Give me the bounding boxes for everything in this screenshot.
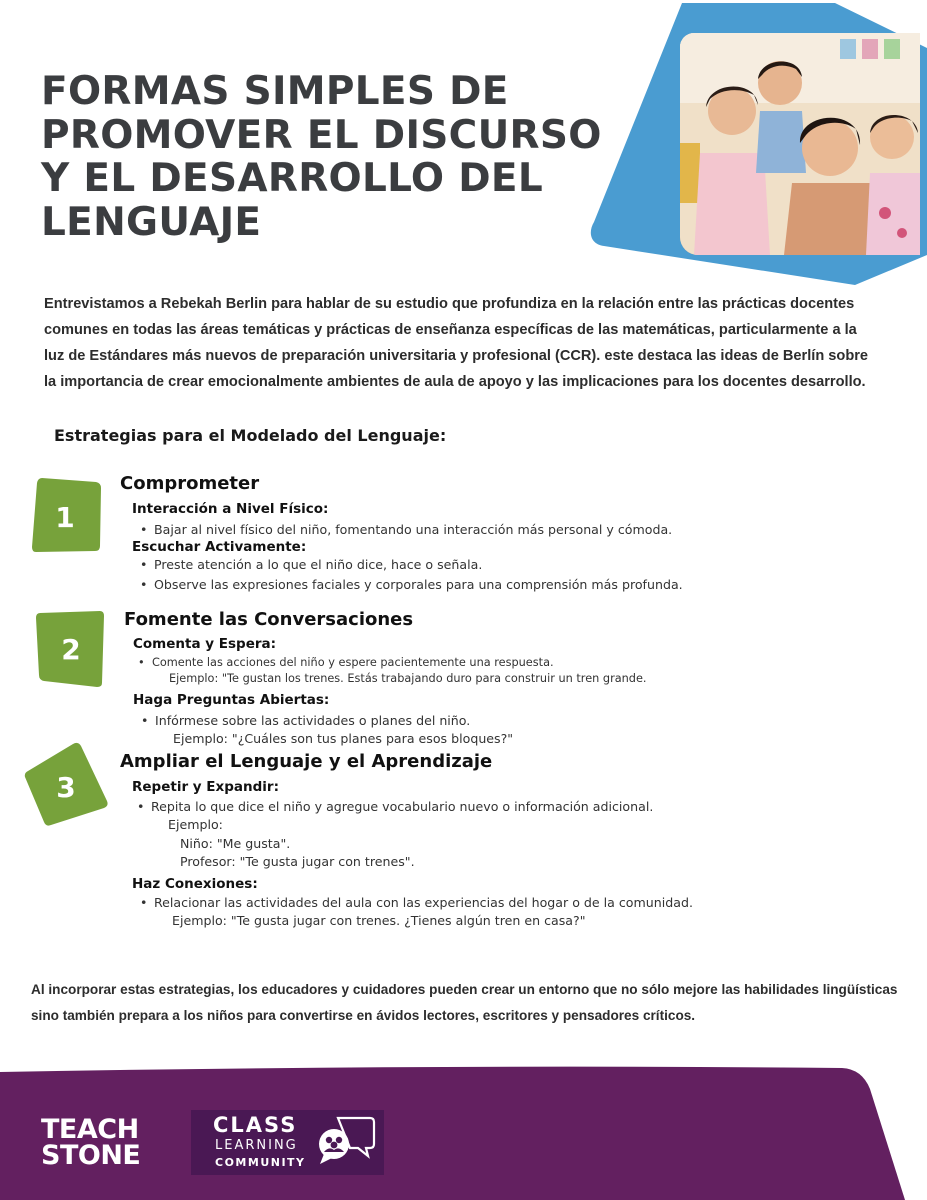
title-line-3: Y EL DESARROLLO DEL bbox=[41, 156, 543, 201]
section-2-sub1-example: Ejemplo: "Te gustan los trenes. Estás trabajando duro para construir un tren grande. bbox=[169, 672, 647, 685]
logo-class-word: CLASS bbox=[213, 1113, 298, 1137]
step-3-number: 3 bbox=[56, 771, 76, 804]
section-2-sub1-title: Comenta y Espera: bbox=[133, 636, 277, 652]
step-2-badge bbox=[34, 609, 106, 689]
children-group-photo bbox=[680, 33, 920, 255]
section-1-sub2-bullet-2: • Observe las expresiones faciales y corporales para una comprensión más profunda. bbox=[154, 577, 683, 592]
strategies-heading: Estrategias para el Modelado del Lenguaje: bbox=[54, 426, 447, 445]
section-2-title: Fomente las Conversaciones bbox=[124, 609, 414, 630]
teachstone-logo-line-2: STONE bbox=[41, 1140, 141, 1171]
section-3-sub1-title: Repetir y Expandir: bbox=[132, 779, 279, 795]
section-1-sub2-title: Escuchar Activamente: bbox=[132, 539, 307, 555]
section-3-example-label: Ejemplo: bbox=[168, 817, 223, 832]
section-2-sub2-title: Haga Preguntas Abiertas: bbox=[133, 692, 330, 708]
title-line-2: PROMOVER EL DISCURSO bbox=[41, 112, 602, 158]
section-2-sub2-example: Ejemplo: "¿Cuáles son tus planes para esos bloques?" bbox=[173, 731, 514, 746]
section-1-sub1-bullet-1: • Bajar al nivel físico del niño, fomentando una interacción más personal y cómoda. bbox=[154, 522, 672, 537]
step-2-number: 2 bbox=[61, 633, 81, 666]
step-3-badge bbox=[23, 741, 109, 827]
section-1-sub2-bullet-1: • Preste atención a lo que el niño dice, hace o señala. bbox=[154, 557, 482, 572]
section-3-sub2-title: Haz Conexiones: bbox=[132, 876, 258, 892]
section-3-example-child: Niño: "Me gusta". bbox=[180, 836, 291, 851]
title-line-4: LENGUAJE bbox=[41, 199, 262, 245]
section-1-title: Comprometer bbox=[120, 473, 260, 494]
section-3-sub2-bullet: • Relacionar las actividades del aula con las experiencias del hogar o de la comunidad. bbox=[154, 895, 693, 910]
section-3-sub2-example: Ejemplo: "Te gusta jugar con trenes. ¿Tienes algún tren en casa?" bbox=[172, 913, 586, 928]
page-title bbox=[41, 70, 621, 244]
closing-paragraph: Al incorporar estas estrategias, los educadores y cuidadores pueden crear un entorno que no sólo mejore las habilidades lingüísticas sino también prepara a los niños para convertirse en ávidos lectores, escritores y pensadores críticos. bbox=[31, 982, 898, 1023]
logo-community-word: COMMUNITY bbox=[215, 1156, 306, 1169]
title-line-1: FORMAS SIMPLES DE bbox=[41, 69, 509, 114]
intro-paragraph: Entrevistamos a Rebekah Berlin para hablar de su estudio que profundiza en la relación entre las prácticas docentes comunes en todas las áreas temáticas y prácticas de enseñanza específicas de las matemáticas, particularmente a la luz de Estándares más nuevos de preparación universitaria y profesional (CCR). este destaca las ideas de Berlín sobre la importancia de crear emocionalmente ambientes de aula de apoyo y las implicaciones para los docentes desarrollo. bbox=[44, 296, 869, 390]
step-1-number: 1 bbox=[55, 501, 75, 534]
teachstone-logo bbox=[41, 1114, 141, 1171]
teachstone-logo-line-1: TEACH bbox=[41, 1114, 139, 1145]
section-1-sub1-title: Interacción a Nivel Físico: bbox=[132, 501, 329, 517]
logo-learning-word: LEARNING bbox=[215, 1138, 298, 1153]
section-2-sub1-bullet: • Comente las acciones del niño y espere pacientemente una respuesta. bbox=[152, 656, 554, 669]
section-3-title: Ampliar el Lenguaje y el Aprendizaje bbox=[120, 751, 493, 772]
section-3-sub1-bullet: • Repita lo que dice el niño y agregue vocabulario nuevo o información adicional. bbox=[151, 799, 653, 814]
section-3-example-teacher: Profesor: "Te gusta jugar con trenes". bbox=[180, 854, 415, 869]
step-1-badge bbox=[30, 476, 104, 554]
chat-people-icon bbox=[316, 1114, 376, 1168]
section-2-sub2-bullet: • Infórmese sobre las actividades o planes del niño. bbox=[155, 713, 470, 728]
